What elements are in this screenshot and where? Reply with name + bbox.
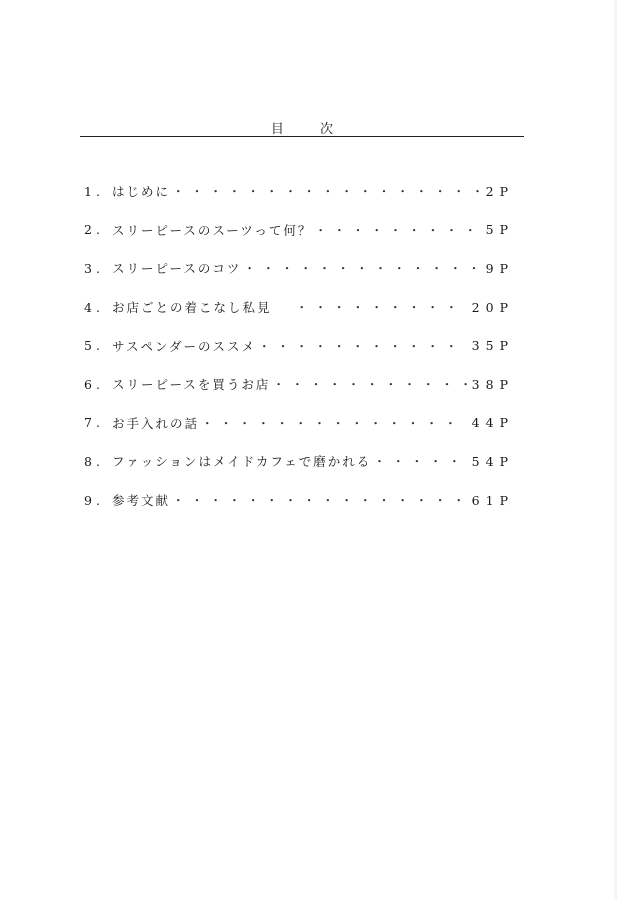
toc-entry-number: 3.: [84, 260, 104, 276]
toc-entry-page: 38P: [471, 376, 514, 392]
toc-entry-number: 7.: [84, 415, 104, 431]
toc-entry-7: [84, 404, 514, 443]
toc-entry-8: [84, 442, 514, 481]
toc-entry-4: [84, 288, 514, 327]
dot-leader: [258, 337, 468, 355]
table-of-contents: [84, 172, 514, 519]
dot-leader: [272, 375, 467, 393]
toc-entry-3: [84, 249, 514, 288]
dot-leader: [373, 452, 467, 470]
toc-entry-page: 20P: [471, 299, 514, 315]
toc-entry-number: 1.: [84, 183, 104, 199]
toc-entry-number: 6.: [84, 376, 104, 392]
page-edge-shadow: [613, 0, 617, 900]
toc-entry-page: 5P: [485, 222, 514, 238]
dot-leader: [243, 259, 481, 277]
toc-entry-2: [84, 211, 514, 250]
toc-entry-page: 35P: [471, 338, 514, 354]
toc-entry-label: サスペンダーのススメ: [112, 338, 257, 354]
dot-leader: [172, 491, 468, 509]
toc-entry-label: お手入れの話: [112, 415, 200, 431]
toc-entry-number: 4.: [84, 299, 104, 315]
toc-entry-9: [84, 481, 514, 520]
dot-leader: [314, 221, 481, 239]
toc-entry-number: 5.: [84, 338, 104, 354]
dot-leader: [296, 298, 468, 316]
title-underline: [80, 136, 524, 137]
toc-entry-page: 2P: [485, 183, 514, 199]
dot-leader: [201, 414, 468, 432]
toc-entry-1: [84, 172, 514, 211]
toc-title: 目 次: [270, 122, 350, 137]
toc-entry-6: [84, 365, 514, 404]
toc-entry-label: スリーピースを買うお店: [112, 377, 271, 393]
toc-entry-number: 9.: [84, 492, 104, 508]
toc-entry-page: 9P: [485, 260, 514, 276]
toc-entry-number: 2.: [84, 222, 104, 238]
toc-entry-page: 61P: [471, 492, 514, 508]
toc-entry-page: 44P: [471, 415, 514, 431]
toc-entry-5: [84, 326, 514, 365]
toc-entry-label: スリーピースのコツ: [112, 261, 242, 277]
toc-entry-page: 54P: [471, 453, 514, 469]
toc-entry-label: スリーピースのスーツって何？: [112, 222, 313, 238]
toc-entry-label: 参考文献: [112, 493, 171, 509]
toc-entry-label: はじめに: [112, 184, 171, 200]
toc-entry-number: 8.: [84, 453, 104, 469]
dot-leader: [172, 182, 482, 200]
toc-entry-label: ファッションはメイドカフェで磨かれる: [112, 454, 372, 470]
toc-entry-label: お店ごとの着こなし私見: [112, 300, 272, 316]
